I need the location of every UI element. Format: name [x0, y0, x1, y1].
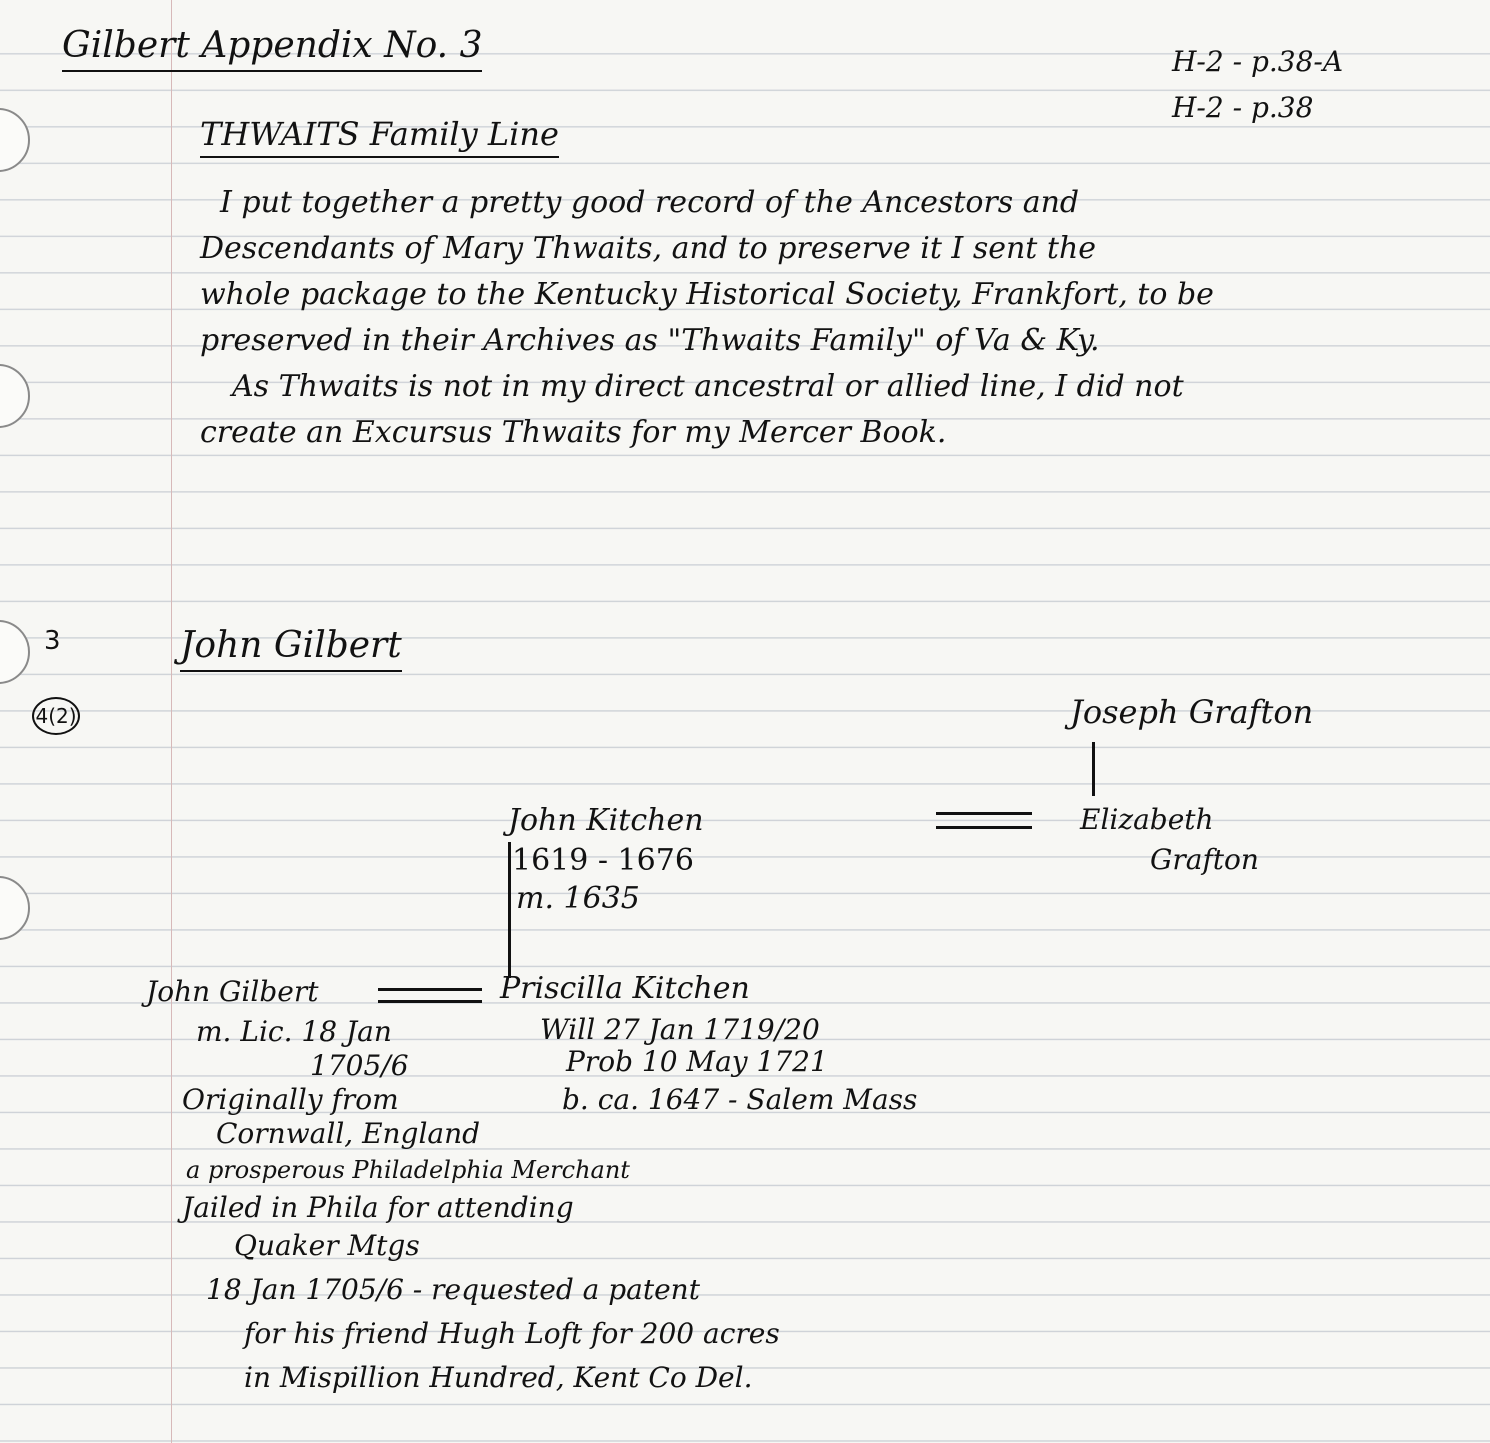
- tree-john-kitchen-marriage: m. 1635: [516, 881, 640, 916]
- gilbert-note: Jailed in Phila for attending: [182, 1191, 574, 1224]
- marriage-mark-line: [936, 812, 1032, 815]
- footnote-line: 18 Jan 1705/6 - requested a patent: [206, 1273, 700, 1306]
- page-title: Gilbert Appendix No. 3: [62, 28, 482, 72]
- tree-line-grafton: [1092, 742, 1095, 796]
- section-heading-thwaits: THWAITS Family Line: [200, 118, 559, 158]
- binder-hole: [0, 108, 30, 172]
- priscilla-note: Prob 10 May 1721: [566, 1045, 828, 1078]
- priscilla-note: b. ca. 1647 - Salem Mass: [562, 1083, 918, 1116]
- paragraph-line: whole package to the Kentucky Historical Society, Frankfort, to be: [200, 277, 1214, 312]
- marriage-mark-line: [936, 826, 1032, 829]
- gilbert-note: 1705/6: [310, 1049, 409, 1082]
- tree-priscilla-kitchen: Priscilla Kitchen: [500, 971, 750, 1006]
- circled-reference-number: 4(2): [32, 697, 80, 735]
- gilbert-note: Quaker Mtgs: [234, 1229, 420, 1262]
- paragraph-line: Descendants of Mary Thwaits, and to preserve it I sent the: [200, 231, 1097, 266]
- paragraph-line: I put together a pretty good record of the Ancestors and: [220, 185, 1080, 220]
- paragraph-line: As Thwaits is not in my direct ancestral or allied line, I did not: [232, 369, 1184, 404]
- gilbert-note: Cornwall, England: [216, 1117, 481, 1150]
- section-heading-john-gilbert: John Gilbert: [180, 628, 402, 672]
- tree-elizabeth-line-2: Grafton: [1150, 843, 1259, 876]
- paragraph-line: preserved in their Archives as "Thwaits Family" of Va & Ky.: [200, 323, 1100, 358]
- tree-john-gilbert: John Gilbert: [146, 975, 319, 1008]
- margin-line: [171, 0, 172, 1443]
- footnote-line: in Mispillion Hundred, Kent Co Del.: [244, 1361, 753, 1394]
- gilbert-note: Originally from: [182, 1083, 399, 1116]
- binder-hole: [0, 364, 30, 428]
- margin-page-number: 3: [44, 626, 61, 656]
- gilbert-note: m. Lic. 18 Jan: [196, 1015, 392, 1048]
- tree-john-kitchen: John Kitchen: [508, 803, 704, 838]
- marriage-mark-line: [378, 1000, 482, 1003]
- gilbert-note: a prosperous Philadelphia Merchant: [186, 1156, 630, 1184]
- marriage-mark-line: [378, 988, 482, 991]
- page-ref-1: H-2 - p.38-A: [1172, 45, 1344, 78]
- paragraph-line: create an Excursus Thwaits for my Mercer Book.: [200, 415, 947, 450]
- tree-elizabeth-line-1: Elizabeth: [1080, 803, 1214, 836]
- priscilla-note: Will 27 Jan 1719/20: [540, 1013, 820, 1046]
- page-ref-2: H-2 - p.38: [1172, 91, 1314, 124]
- binder-hole: [0, 876, 30, 940]
- binder-hole: [0, 620, 30, 684]
- tree-joseph-grafton: Joseph Grafton: [1070, 693, 1314, 731]
- tree-john-kitchen-dates: 1619 - 1676: [512, 843, 694, 878]
- tree-line-kitchen: [508, 842, 511, 978]
- footnote-line: for his friend Hugh Loft for 200 acres: [244, 1317, 780, 1350]
